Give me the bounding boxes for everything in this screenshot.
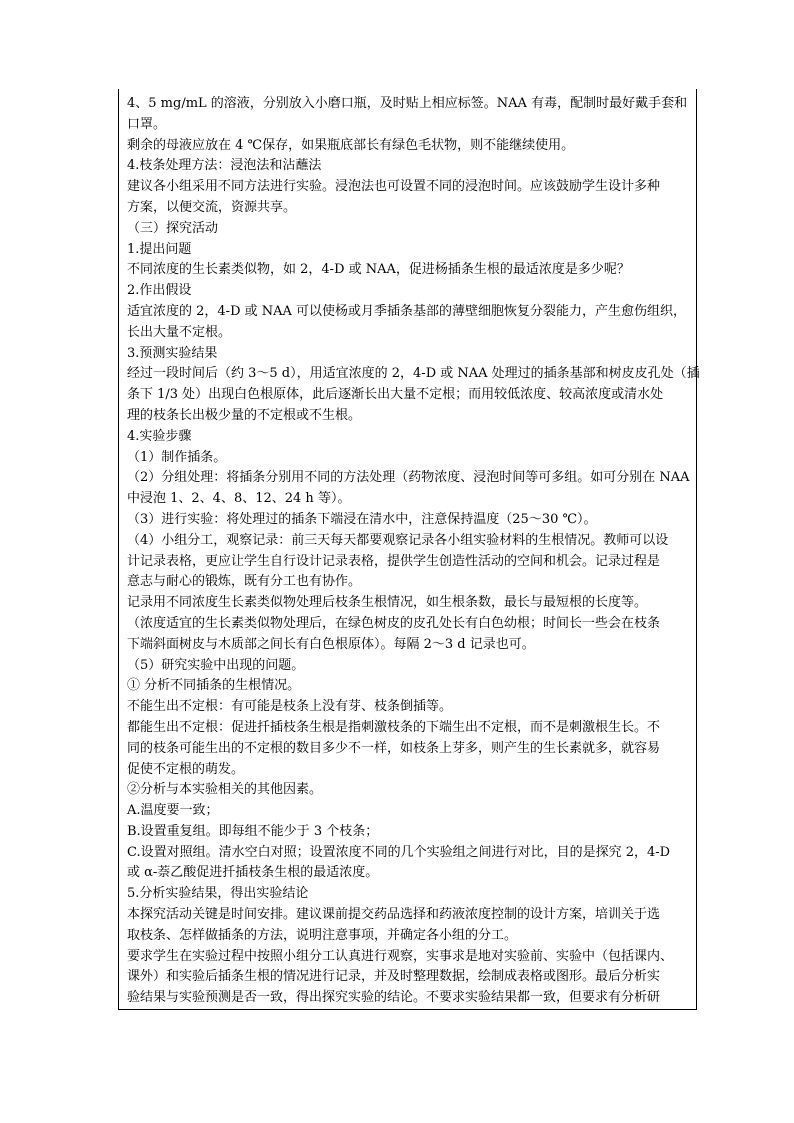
text-line: 中浸泡 1、2、4、8、12、24 h 等）。 <box>127 491 351 507</box>
text-line: ②分析与本实验相关的其他因素。 <box>127 782 323 798</box>
text-line: ① 分析不同插条的生根情况。 <box>127 678 301 694</box>
text-line: 都能生出不定根：促进扦插枝条生根是指刺激枝条的下端生出不定根，而不是刺激根生长。不 <box>127 719 661 735</box>
text-line: （浓度适宜的生长素类似物处理后，在绿色树皮的皮孔处长有白色幼根；时间长一些会在枝条 <box>127 615 661 631</box>
text-line: （三）探究活动 <box>127 220 219 236</box>
text-line: 4、5 mg/mL 的溶液，分别放入小磨口瓶，及时贴上相应标签。NAA 有毒，配制时最好戴手套和 <box>127 96 688 111</box>
text-line: 本探究活动关键是时间安排。建议课前提交药品选择和药液浓度控制的设计方案，培训关于选 <box>127 907 661 923</box>
text-line: 课外）和实验后插条生根的情况进行记录，并及时整理数据，绘制成表格或图形。最后分析实 <box>127 969 661 985</box>
text-line: 方案，以便交流，资源共享。 <box>127 199 297 215</box>
text-line: 促使不定根的萌发。 <box>127 761 245 777</box>
text-line: 要求学生在实验过程中按照小组分工认真进行观察，实事求是地对实验前、实验中（包括课内、 <box>127 948 674 964</box>
text-line: 剩余的母液应放在 4 ℃保存，如果瓶底部长有绿色毛状物，则不能继续使用。 <box>127 137 575 153</box>
text-line: （5）研究实验中出现的问题。 <box>127 657 305 673</box>
text-line: 适宜浓度的 2，4-D 或 NAA 可以使杨或月季插条基部的薄壁细胞恢复分裂能力，产生愈伤组织， <box>127 303 687 319</box>
text-line: C.设置对照组。清水空白对照；设置浓度不同的几个实验组之间进行对比，目的是探究 2，4-D <box>127 844 671 860</box>
text-line: 4.实验步骤 <box>127 428 192 444</box>
text-line: 3.预测实验结果 <box>127 345 218 361</box>
text-line: 下端斜面树皮与木质部之间长有白色根原体）。每隔 2～3 d 记录也可。 <box>127 636 535 652</box>
text-line: 经过一段时间后（约 3～5 d），用适宜浓度的 2，4-D 或 NAA 处理过的插条基部和树皮皮孔处（插 <box>127 366 700 382</box>
text-line: 4.枝条处理方法：浸泡法和沾蘸法 <box>127 158 322 174</box>
text-line: 理的枝条长出极少量的不定根或不生根。 <box>127 407 362 423</box>
text-line: （2）分组处理：将插条分别用不同的方法处理（药物浓度、浸泡时间等可多组。如可分别在 NAA <box>127 470 690 486</box>
text-line: 不同浓度的生长素类似物，如 2，4-D 或 NAA，促进杨插条生根的最适浓度是多少呢？ <box>127 262 630 278</box>
text-line: 同的枝条可能生出的不定根的数目多少不一样，如枝条上芽多，则产生的生长素就多，就容易 <box>127 740 661 756</box>
text-line: B.设置重复组。即每组不能少于 3 个枝条； <box>127 823 379 839</box>
text-line: A.温度要一致； <box>127 803 219 819</box>
document-body <box>127 94 700 1009</box>
text-line: 建议各小组采用不同方法进行实验。浸泡法也可设置不同的浸泡时间。应该鼓励学生设计多种 <box>127 179 661 195</box>
text-line: 2.作出假设 <box>127 283 192 299</box>
text-line: 记录用不同浓度生长素类似物处理后枝条生根情况，如生根条数，最长与最短根的长度等。 <box>127 595 648 611</box>
text-line: 取枝条、怎样做插条的方法，说明注意事项，并确定各小组的分工。 <box>127 927 518 943</box>
text-line: 长出大量不定根。 <box>127 324 232 340</box>
text-line: 或 α-萘乙酸促进扦插枝条生根的最适浓度。 <box>127 865 379 881</box>
text-line: 口罩。 <box>127 116 167 132</box>
text-line: 计记录表格，更应让学生自行设计记录表格，提供学生创造性活动的空间和机会。记录过程是 <box>127 553 661 569</box>
text-line: 意志与耐心的锻炼，既有分工也有协作。 <box>127 574 362 590</box>
text-line: 1.提出问题 <box>127 241 192 257</box>
text-line: 不能生出不定根：有可能是枝条上没有芽、枝条倒插等。 <box>127 699 453 715</box>
text-line: （1）制作插条。 <box>127 449 227 465</box>
text-line: （3）进行实验：将处理过的插条下端浸在清水中，注意保持温度（25～30 ℃）。 <box>127 511 597 527</box>
text-line: 5.分析实验结果，得出实验结论 <box>127 886 309 902</box>
text-line: 验结果与实验预测是否一致，得出探究实验的结论。不要求实验结果都一致，但要求有分析研 <box>127 990 661 1006</box>
text-line: 条下 1/3 处）出现白色根原体，此后逐渐长出大量不定根；而用较低浓度、较高浓度或清水处 <box>127 387 664 403</box>
text-line: （4）小组分工，观察记录：前三天每天都要观察记录各小组实验材料的生根情况。教师可以设 <box>127 532 669 548</box>
